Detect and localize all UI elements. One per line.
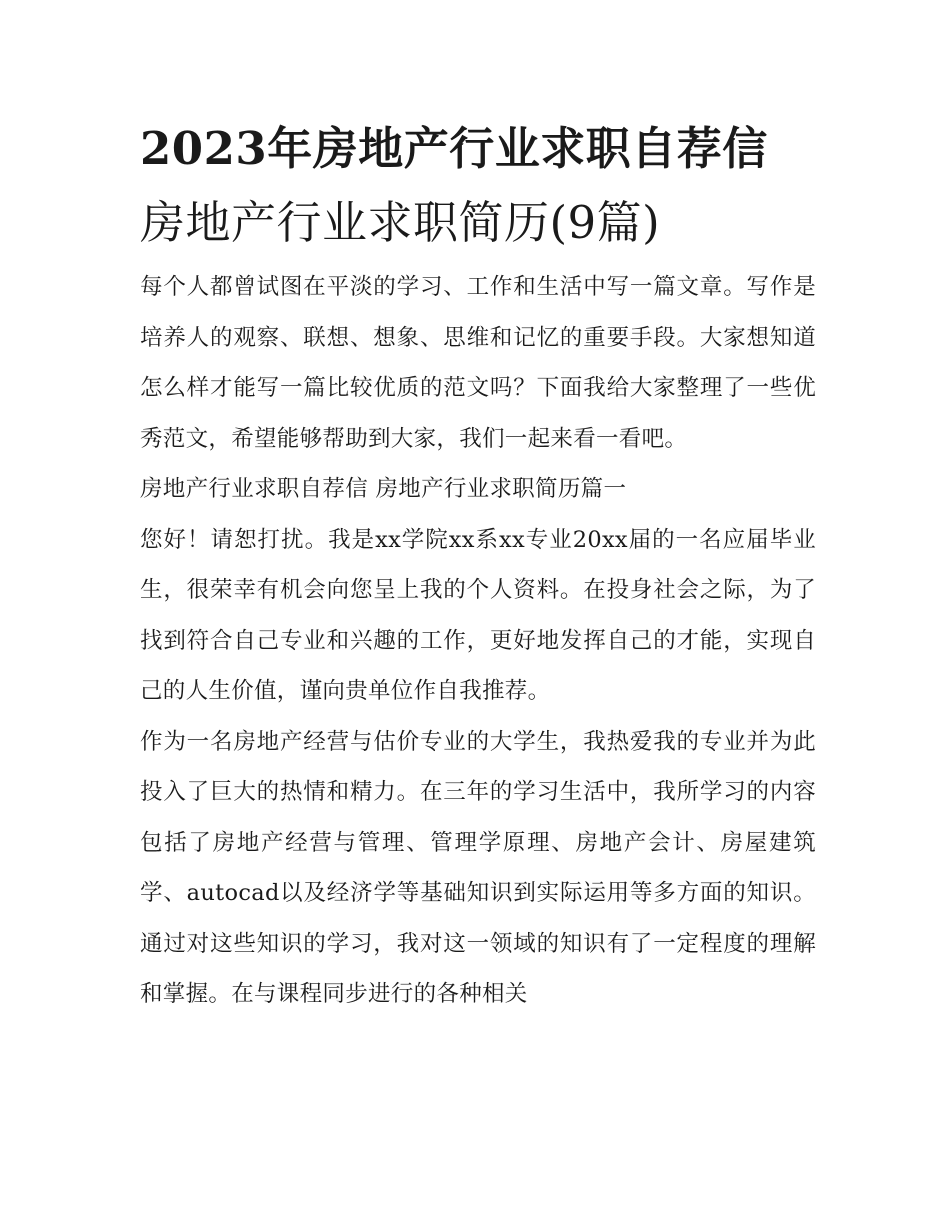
title-line-2: 房地产行业求职简历(9篇) <box>140 196 661 249</box>
document-page <box>140 112 816 1020</box>
body-paragraph: 作为一名房地产经营与估价专业的大学生，我热爱我的专业并为此投入了巨大的热情和精力。在三年的学习生活中，我所学习的内容包括了房地产经营与管理、管理学原理、房地产会计、房屋建筑学、autocad以及经济学等基础知识到实际运用等多方面的知识。通过对这些知识的学习，我对这一领域的知识有了一定程度的理解和掌握。在与课程同步进行的各种相关 <box>140 728 816 1007</box>
intro-paragraph: 每个人都曾试图在平淡的学习、工作和生活中写一篇文章。写作是培养人的观察、联想、想象、思维和记忆的重要手段。大家想知道怎么样才能写一篇比较优质的范文吗？下面我给大家整理了一些优秀范文，希望能够帮助到大家，我们一起来看一看吧。 <box>140 274 816 452</box>
greeting-paragraph: 您好！请恕打扰。我是xx学院xx系xx专业20xx届的一名应届毕业生，很荣幸有机会向您呈上我的个人资料。在投身社会之际，为了找到符合自己专业和兴趣的工作，更好地发挥自己的才能，实现自己的人生价值，谨向贵单位作自我推荐。 <box>140 526 816 704</box>
title-line-1: 2023年房地产行业求职自荐信 <box>140 122 768 175</box>
document-title <box>140 112 816 260</box>
section-heading: 房地产行业求职自荐信 房地产行业求职简历篇一 <box>140 476 627 502</box>
